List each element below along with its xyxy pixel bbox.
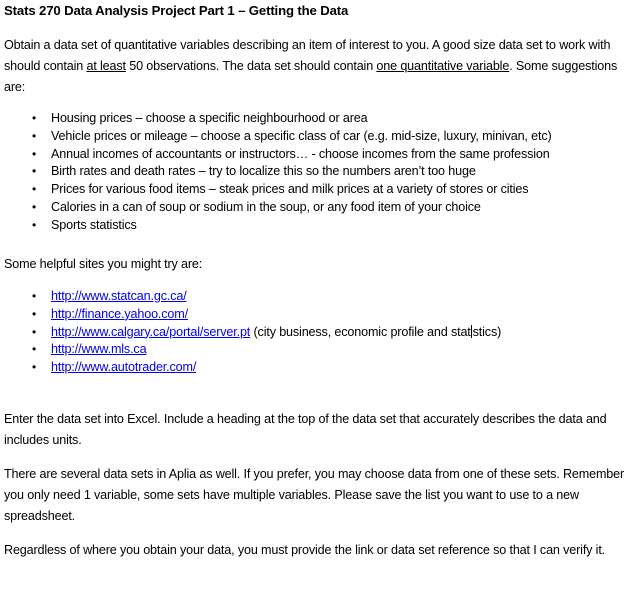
intro-paragraph <box>4 35 632 98</box>
suggestions-list <box>4 110 552 235</box>
bullet-icon: • <box>32 128 37 143</box>
excel-paragraph: Enter the data set into Excel. Include a heading at the top of the data set that accurately describes the data and includes units. <box>4 412 607 447</box>
bullet-icon: • <box>32 146 37 161</box>
link-yahoo-finance[interactable]: http://finance.yahoo.com/ <box>51 306 188 321</box>
suggestion-text: Prices for various food items – steak prices and milk prices at a variety of stores or cities <box>51 182 529 197</box>
reference-paragraph: Regardless of where you obtain your data, you must provide the link or data set reference so that I can verify it. <box>4 543 606 557</box>
link-calgary-portal[interactable]: http://www.calgary.ca/portal/server.pt <box>51 324 251 339</box>
suggestion-text: Calories in a can of soup or sodium in the soup, or any food item of your choice <box>51 199 481 214</box>
list-item <box>4 306 501 324</box>
bullet-icon: • <box>32 342 37 357</box>
intro-text-3: . Some suggestions are: <box>4 59 618 94</box>
bullet-icon: • <box>32 182 37 197</box>
suggestion-text: Annual incomes of accountants or instructors… - choose incomes from the same profession <box>51 146 550 161</box>
list-item <box>4 146 552 164</box>
list-item <box>4 199 552 217</box>
suggestion-text: Housing prices – choose a specific neighbourhood or area <box>51 111 368 125</box>
site-note-b: stics) <box>472 324 502 339</box>
sites-list <box>4 288 501 377</box>
bullet-icon: • <box>32 164 37 179</box>
link-autotrader[interactable]: http://www.autotrader.com/ <box>51 360 197 375</box>
site-note-a: (city business, economic profile and stat <box>250 324 471 339</box>
link-statcan[interactable]: http://www.statcan.gc.ca/ <box>51 289 187 303</box>
list-item <box>4 128 552 146</box>
list-item <box>4 341 501 359</box>
suggestion-text: Birth rates and death rates – try to localize this so the numbers aren’t too huge <box>51 164 476 179</box>
list-item <box>4 181 552 199</box>
bullet-icon: • <box>32 306 37 321</box>
list-item <box>4 359 501 377</box>
bullet-icon: • <box>32 360 37 375</box>
list-item <box>4 217 552 235</box>
list-item <box>4 288 501 306</box>
bullet-icon: • <box>32 289 37 303</box>
intro-emphasis-at-least: at least <box>86 59 126 73</box>
bullet-icon: • <box>32 111 37 125</box>
suggestion-text: Sports statistics <box>51 217 137 232</box>
suggestion-text: Vehicle prices or mileage – choose a specific class of car (e.g. mid-size, luxury, minivan, etc) <box>51 128 552 143</box>
intro-text-2: 50 observations. The data set should contain <box>125 59 377 73</box>
sites-intro: Some helpful sites you might try are: <box>4 257 203 271</box>
bullet-icon: • <box>32 199 37 214</box>
list-item <box>4 110 552 128</box>
list-item <box>4 163 552 181</box>
bullet-icon: • <box>32 217 37 232</box>
intro-emphasis-one-variable: one quantitative variable <box>376 59 510 73</box>
aplia-paragraph: There are several data sets in Aplia as well. If you prefer, you may choose data from one of these sets. Remember you only need 1 variable, some sets have multiple variables. Please save the list you want to use to a new spreadsheet. <box>4 467 625 523</box>
bullet-icon: • <box>32 324 37 339</box>
list-item <box>4 324 501 342</box>
link-mls[interactable]: http://www.mls.ca <box>51 342 147 357</box>
intro-text-1: Obtain a data set of quantitative variables describing an item of interest to you. A good size data set to work with should contain <box>4 38 611 73</box>
page-title: Stats 270 Data Analysis Project Part 1 – Getting the Data <box>4 3 349 18</box>
